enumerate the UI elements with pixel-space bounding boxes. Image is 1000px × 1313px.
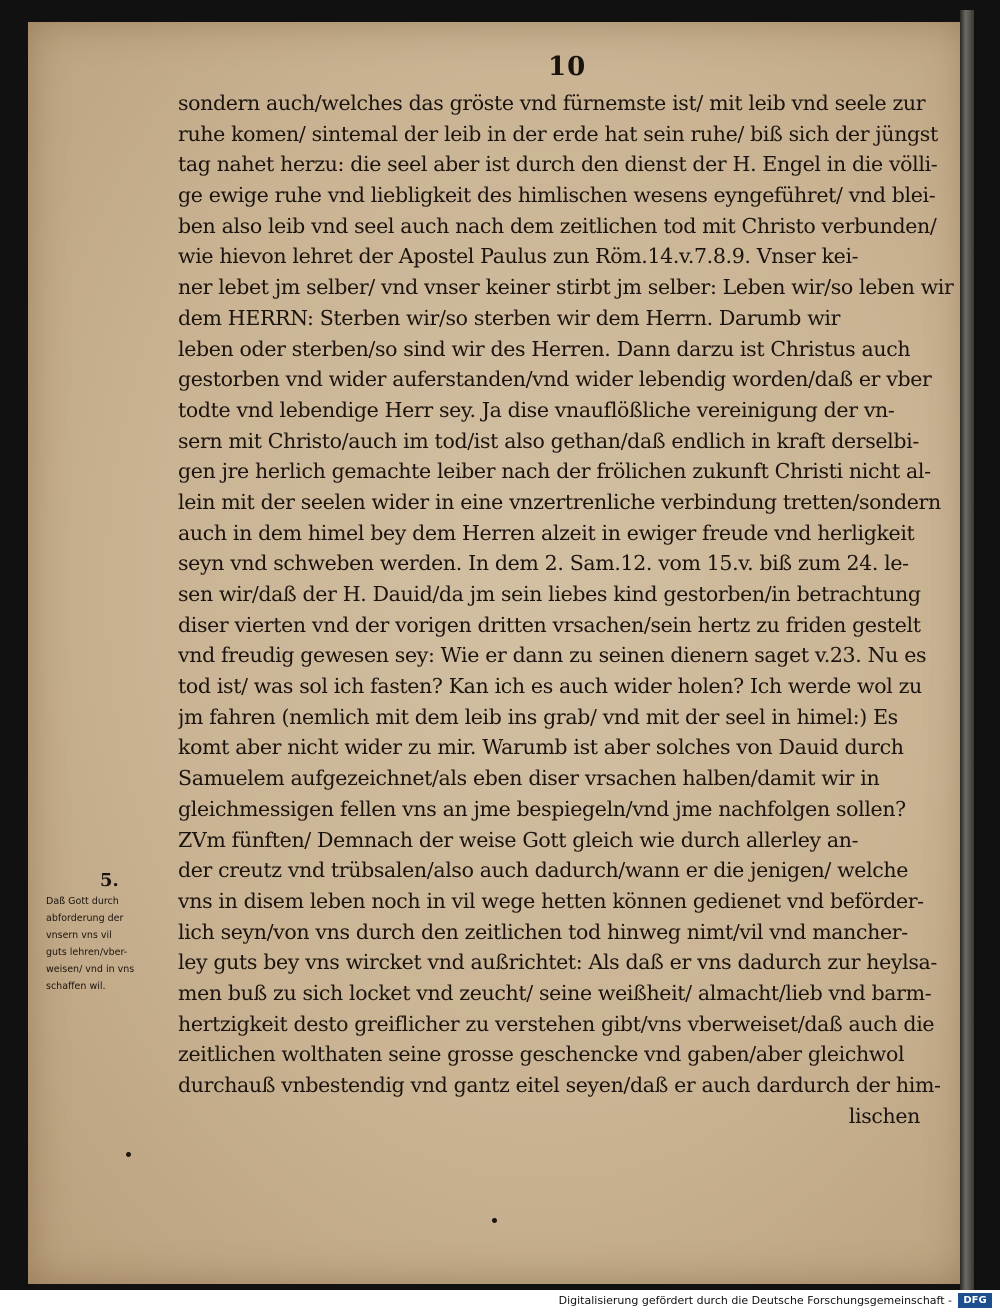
text-line: wie hievon lehret der Apostel Paulus zun Röm.14.v.7.8.9. Vnser kei- bbox=[178, 244, 859, 269]
text-line: dem HERRN: Sterben wir/so sterben wir dem Herrn. Darumb wir bbox=[178, 305, 841, 330]
text-line: gleichmessigen fellen vns an jme bespiegeln/vnd jme nachfolgen sollen? bbox=[178, 796, 906, 821]
text-line: ben also leib vnd seel auch nach dem zeitlichen tod mit Christo verbunden/ bbox=[178, 213, 937, 238]
margin-note-line: schaffen wil. bbox=[46, 981, 106, 992]
text-line: sen wir/daß der H. Dauid/da jm sein liebes kind gestorben/in betrachtung bbox=[178, 582, 921, 606]
margin-note-line: vnsern vns vil bbox=[46, 930, 112, 941]
text-line: lischen bbox=[848, 1103, 920, 1128]
text-line: leben oder sterben/so sind wir des Herren. Dann darzu ist Christus auch bbox=[178, 336, 911, 361]
text-line: sondern auch/welches das gröste vnd fürnemste ist/ mit leib vnd seele zur bbox=[178, 91, 926, 115]
ink-dot bbox=[492, 1218, 497, 1223]
text-line: lich seyn/von vns durch den zeitlichen tod hinweg nimt/vil vnd mancher- bbox=[178, 919, 908, 944]
text-line: vnd freudig gewesen sey: Wie er dann zu seinen dienern saget v.23. Nu es bbox=[178, 643, 927, 668]
text-line: vns in disem leben noch in vil wege hetten können gedienet vnd beförder- bbox=[178, 888, 924, 913]
text-line: gestorben vnd wider auferstanden/vnd wider lebendig worden/daß er vber bbox=[178, 367, 932, 392]
body-text bbox=[178, 88, 958, 1131]
text-line: hertzigkeit desto greiflicher zu verstehen gibt/vns vberweiset/daß auch die bbox=[178, 1011, 935, 1036]
text-line: durchauß vnbestendig vnd gantz eitel seyen/daß er auch dardurch der him- bbox=[178, 1073, 941, 1097]
margin-note-line: Daß Gott durch bbox=[46, 896, 119, 907]
text-line: ge ewige ruhe vnd liebligkeit des himlischen wesens eyngeführet/ vnd blei- bbox=[178, 183, 936, 208]
text-line: ley guts bey vns wircket vnd außrichtet: Als daß er vns dadurch zur heylsa- bbox=[178, 950, 937, 975]
page-edge bbox=[960, 10, 974, 1290]
text-line: seyn vnd schweben werden. In dem 2. Sam.12. vom 15.v. biß zum 24. le- bbox=[178, 551, 909, 576]
text-line: komt aber nicht wider zu mir. Warumb ist aber solches von Dauid durch bbox=[178, 735, 904, 760]
page-number: 10 bbox=[548, 52, 587, 82]
text-line: todte vnd lebendige Herr sey. Ja dise vnauflößliche vereinigung der vn- bbox=[178, 397, 895, 422]
text-line: ZVm fünften/ Demnach der weise Gott gleich wie durch allerley an- bbox=[178, 827, 859, 852]
text-line: lein mit der seelen wider in eine vnzertrenliche verbindung tretten/sondern bbox=[178, 489, 941, 514]
text-line: ruhe komen/ sintemal der leib in der erde hat sein ruhe/ biß sich der jüngst bbox=[178, 121, 938, 146]
margin-note-line: abforderung der bbox=[46, 913, 124, 924]
text-line: jm fahren (nemlich mit dem leib ins grab/ vnd mit der seel in himel:) Es bbox=[178, 704, 898, 729]
text-line: Samuelem aufgezeichnet/als eben diser vrsachen halben/damit wir in bbox=[178, 766, 880, 791]
text-line: zeitlichen wolthaten seine grosse geschencke vnd gaben/aber gleichwol bbox=[178, 1042, 905, 1067]
text-line: gen jre herlich gemachte leiber nach der frölichen zukunft Christi nicht al- bbox=[178, 459, 931, 484]
footer-credit: Digitalisierung gefördert durch die Deutsche Forschungsgemeinschaft - bbox=[558, 1294, 952, 1307]
text-line: men buß zu sich locket vnd zeucht/ seine weißheit/ almacht/lieb vnd barm- bbox=[178, 980, 932, 1005]
section-number: 5. bbox=[100, 870, 119, 891]
text-line: sern mit Christo/auch im tod/ist also gethan/daß endlich in kraft derselbi- bbox=[178, 428, 919, 453]
text-line: der creutz vnd trübsalen/also auch dadurch/wann er die jenigen/ welche bbox=[178, 858, 909, 883]
margin-note-line: guts lehren/vber- bbox=[46, 947, 128, 958]
dfg-logo: DFG bbox=[958, 1293, 992, 1308]
text-line: tag nahet herzu: die seel aber ist durch den dienst der H. Engel in die völli- bbox=[178, 152, 938, 177]
text-line: diser vierten vnd der vorigen dritten vrsachen/sein hertz zu friden gestelt bbox=[178, 612, 921, 637]
ink-dot bbox=[126, 1152, 131, 1157]
text-line: ner lebet jm selber/ vnd vnser keiner stirbt jm selber: Leben wir/so leben wir bbox=[178, 275, 954, 300]
text-line: tod ist/ was sol ich fasten? Kan ich es auch wider holen? Ich werde wol zu bbox=[178, 674, 922, 699]
margin-note-line: weisen/ vnd in vns bbox=[46, 964, 135, 975]
text-line: auch in dem himel bey dem Herren alzeit in ewiger freude vnd herligkeit bbox=[178, 520, 915, 545]
margin-note bbox=[46, 893, 186, 995]
